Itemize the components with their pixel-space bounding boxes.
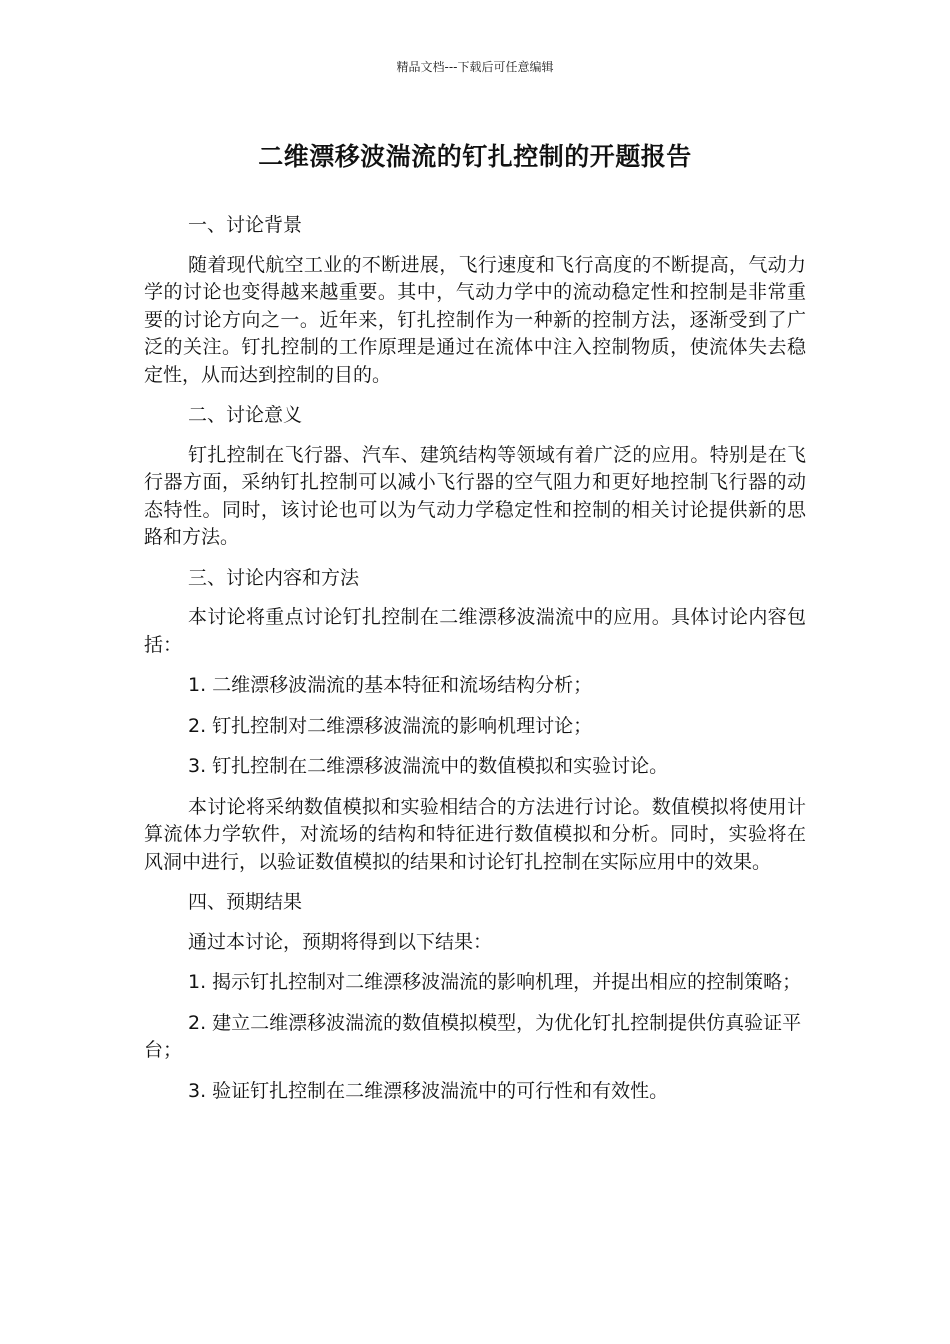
section-heading-significance: 二、讨论意义 xyxy=(188,404,303,426)
section-heading-content-methods: 三、讨论内容和方法 xyxy=(188,566,360,589)
list-item: 2. 建立二维漂移波湍流的数值模拟模型，为优化钉扎控制提供仿真验证平台； xyxy=(144,1011,802,1061)
paragraph-significance: 钉扎控制在飞行器、汽车、建筑结构等领域有着广泛的应用。特别是在飞行器方面，采纳钉扎控制可以减小飞行器的空气阻力和更好地控制飞行器的动态特性。同时，该讨论也可以为气动力学稳定性和控制的相关讨论提供新的思路和方法。 xyxy=(144,443,806,548)
list-item: 3. 钉扎控制在二维漂移波湍流中的数值模拟和实验讨论。 xyxy=(188,755,669,777)
header-note: 精品文档---下载后可任意编辑 xyxy=(396,60,554,74)
list-item: 3. 验证钉扎控制在二维漂移波湍流中的可行性和有效性。 xyxy=(188,1079,669,1102)
paragraph-results-intro: 通过本讨论，预期将得到以下结果： xyxy=(188,930,493,953)
paragraph-methods: 本讨论将采纳数值模拟和实验相结合的方法进行讨论。数值模拟将使用计算流体力学软件，对流场的结构和特征进行数值模拟和分析。同时，实验将在风洞中进行，以验证数值模拟的结果和讨论钉扎控制在实际应用中的效果。 xyxy=(144,795,806,873)
document-title: 二维漂移波湍流的钉扎控制的开题报告 xyxy=(258,142,692,171)
list-item: 2. 钉扎控制对二维漂移波湍流的影响机理讨论； xyxy=(188,714,593,737)
paragraph-content-intro: 本讨论将重点讨论钉扎控制在二维漂移波湍流中的应用。具体讨论内容包括： xyxy=(144,606,806,656)
list-item: 1. 二维漂移波湍流的基本特征和流场结构分析； xyxy=(188,674,593,696)
list-item: 1. 揭示钉扎控制对二维漂移波湍流的影响机理，并提出相应的控制策略； xyxy=(188,971,802,993)
section-heading-background: 一、讨论背景 xyxy=(188,214,303,236)
document-body xyxy=(144,212,806,1118)
section-heading-expected-results: 四、预期结果 xyxy=(188,891,303,913)
paragraph-background: 随着现代航空工业的不断进展，飞行速度和飞行高度的不断提高，气动力学的讨论也变得越来越重要。其中，气动力学中的流动稳定性和控制是非常重要的讨论方向之一。近年来，钉扎控制作为一种新的控制方法，逐渐受到了广泛的关注。钉扎控制的工作原理是通过在流体中注入控制物质，使流体失去稳定性，从而达到控制的目的。 xyxy=(144,253,806,386)
